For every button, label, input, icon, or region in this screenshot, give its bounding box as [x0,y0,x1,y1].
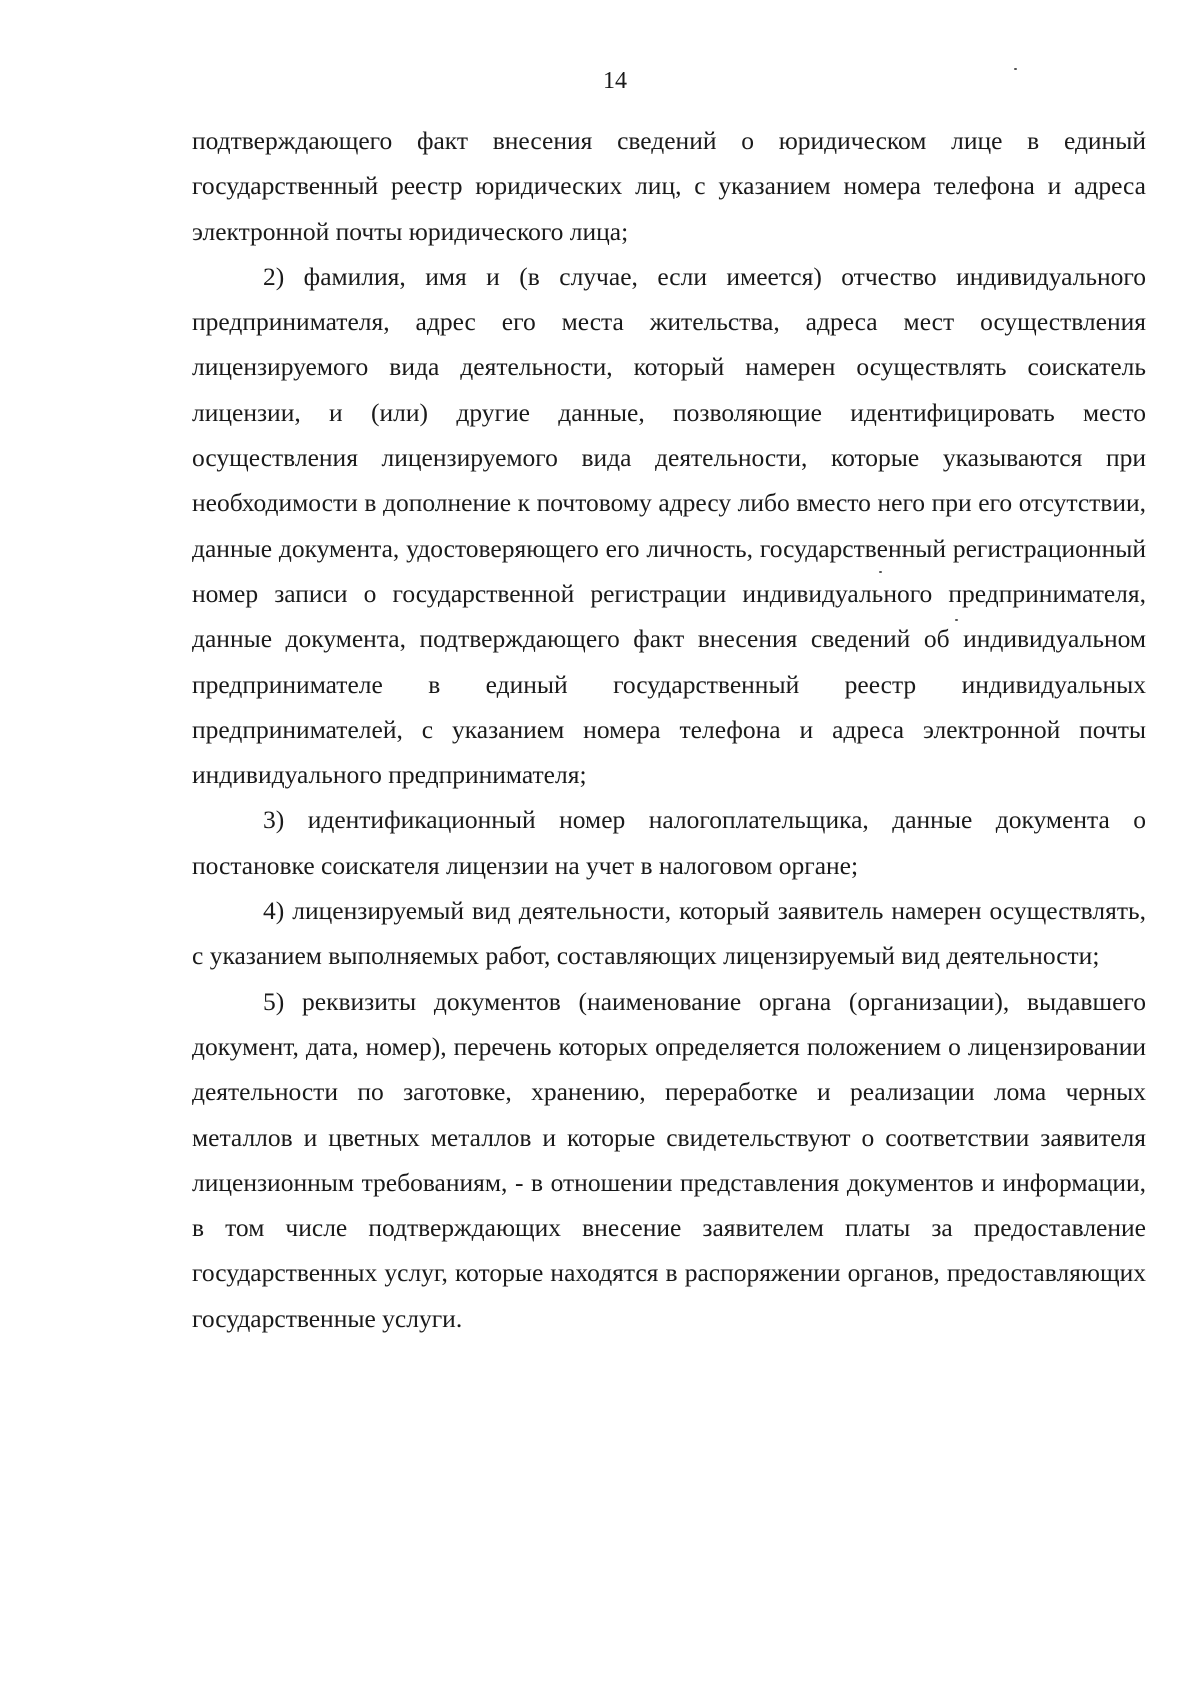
page-number: 14 [603,68,627,94]
scan-mark [1014,68,1017,70]
paragraph-item-5: 5) реквизиты документов (наименование органа (организации), выдавшего документ, дата, номер), перечень которых определяется положением о лицензировании деятельности по заготовке, хранению, переработке и реализации лома черных металлов и цветных металлов и которые свидетельствуют о соответствии заявителя лицензионным требованиям, - в отношении представления документов и информации, в том числе подтверждающих внесение заявителем платы за предоставление государственных услуг, которые находятся в распоряжении органов, предоставляющих государственные услуги. [192,986,1146,1333]
paragraph-item-3: 3) идентификационный номер налогоплательщика, данные документа о постановке соискателя лицензии на учет в налоговом органе; [192,805,1146,880]
paragraph-item-4: 4) лицензируемый вид деятельности, который заявитель намерен осуществлять, с указанием выполняемых работ, составляющих лицензируемый вид деятельности; [192,896,1146,971]
document-body [192,118,1146,1341]
paragraph-continuation: подтверждающего факт внесения сведений о юридическом лице в единый государственный реестр юридических лиц, с указанием номера телефона и адреса электронной почты юридического лица; [192,126,1146,246]
paragraph-item-2: 2) фамилия, имя и (в случае, если имеется) отчество индивидуального предпринимателя, адрес его места жительства, адреса мест осуществления лицензируемого вида деятельности, который намерен осуществлять соискатель лицензии, и (или) другие данные, позволяющие идентифицировать место осуществления лицензируемого вида деятельности, которые указываются при необходимости в дополнение к почтовому адресу либо вместо него при его отсутствии, данные документа, удостоверяющего его личность, государственный регистрационный номер записи о государственной регистрации индивидуального предпринимателя, данные документа, подтверждающего факт внесения сведений об индивидуальном предпринимателе в единый государственный реестр индивидуальных предпринимателей, с указанием номера телефона и адреса электронной почты индивидуального предпринимателя; [192,261,1146,790]
